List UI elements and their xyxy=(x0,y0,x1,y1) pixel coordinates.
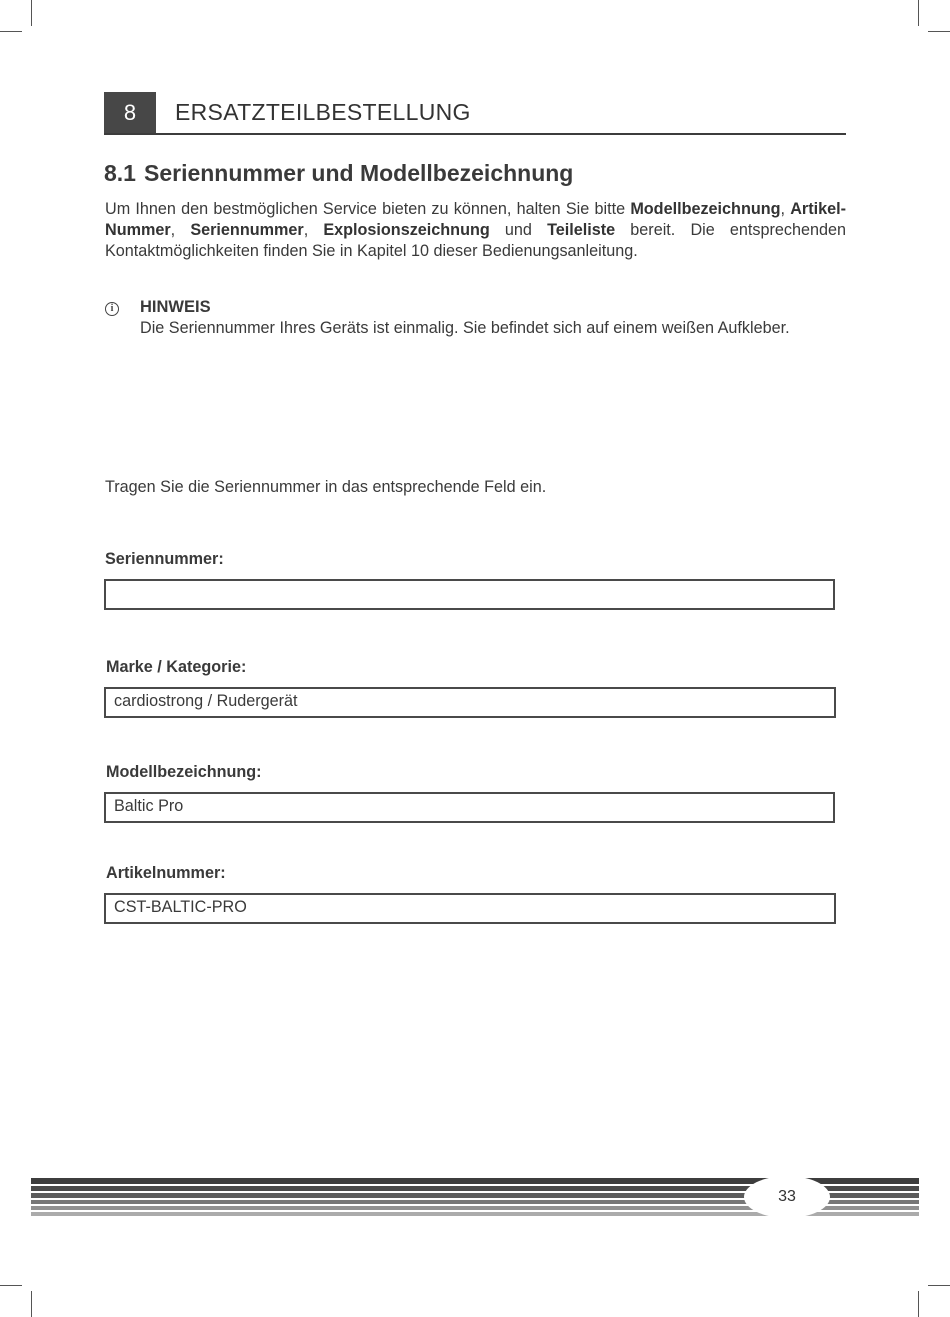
crop-mark xyxy=(0,1285,22,1286)
chapter-header xyxy=(104,92,846,135)
model-field[interactable]: Baltic Pro xyxy=(104,792,835,823)
crop-mark xyxy=(31,1291,32,1317)
section-heading xyxy=(104,160,573,187)
brand-category-field[interactable]: cardiostrong / Rudergerät xyxy=(104,687,836,718)
serial-number-label: Seriennummer: xyxy=(105,550,224,568)
intro-text: und xyxy=(489,221,548,239)
crop-mark xyxy=(928,1285,950,1286)
crop-mark xyxy=(31,0,32,26)
intro-bold: Seriennummer xyxy=(190,221,304,239)
article-number-field[interactable]: CST-BALTIC-PRO xyxy=(104,893,836,924)
note-title: HINWEIS xyxy=(140,298,211,316)
section-title: Seriennummer und Modellbezeichnung xyxy=(143,160,574,186)
chapter-title: ERSATZTEILBESTELLUNG xyxy=(175,99,471,125)
info-icon: i xyxy=(105,302,119,316)
intro-bold: Explosionszeichnung xyxy=(323,221,490,239)
brand-category-label: Marke / Kategorie: xyxy=(106,658,247,676)
intro-paragraph xyxy=(105,199,846,262)
intro-bold: Artikel-Nummer xyxy=(105,200,846,239)
crop-mark xyxy=(918,1291,919,1317)
page-number: 33 xyxy=(744,1176,830,1218)
article-number-label: Artikelnummer: xyxy=(106,864,226,882)
chapter-number: 8 xyxy=(104,92,156,133)
serial-number-field[interactable] xyxy=(104,579,835,610)
intro-bold: Modellbezeichnung xyxy=(630,200,781,218)
crop-mark xyxy=(928,31,950,32)
crop-mark xyxy=(918,0,919,26)
intro-text: , xyxy=(303,221,324,239)
intro-bold: Teileliste xyxy=(547,221,616,239)
crop-mark xyxy=(0,31,22,32)
section-number: 8.1 xyxy=(104,160,136,186)
model-label: Modellbezeichnung: xyxy=(106,763,262,781)
intro-text: , xyxy=(170,221,191,239)
intro-text: Um Ihnen den bestmöglichen Service bieten zu können, halten Sie bitte xyxy=(105,200,631,218)
intro-text: bereit. Die entsprechenden Kontaktmöglichkeiten finden Sie in Kapitel 10 dieser Bedienungsanleitung. xyxy=(105,221,846,260)
note-text: Die Seriennummer Ihres Geräts ist einmalig. Sie befindet sich auf einem weißen Aufkleber. xyxy=(140,319,790,337)
instruction-text: Tragen Sie die Seriennummer in das entsprechende Feld ein. xyxy=(105,478,547,496)
intro-text: , xyxy=(780,200,791,218)
